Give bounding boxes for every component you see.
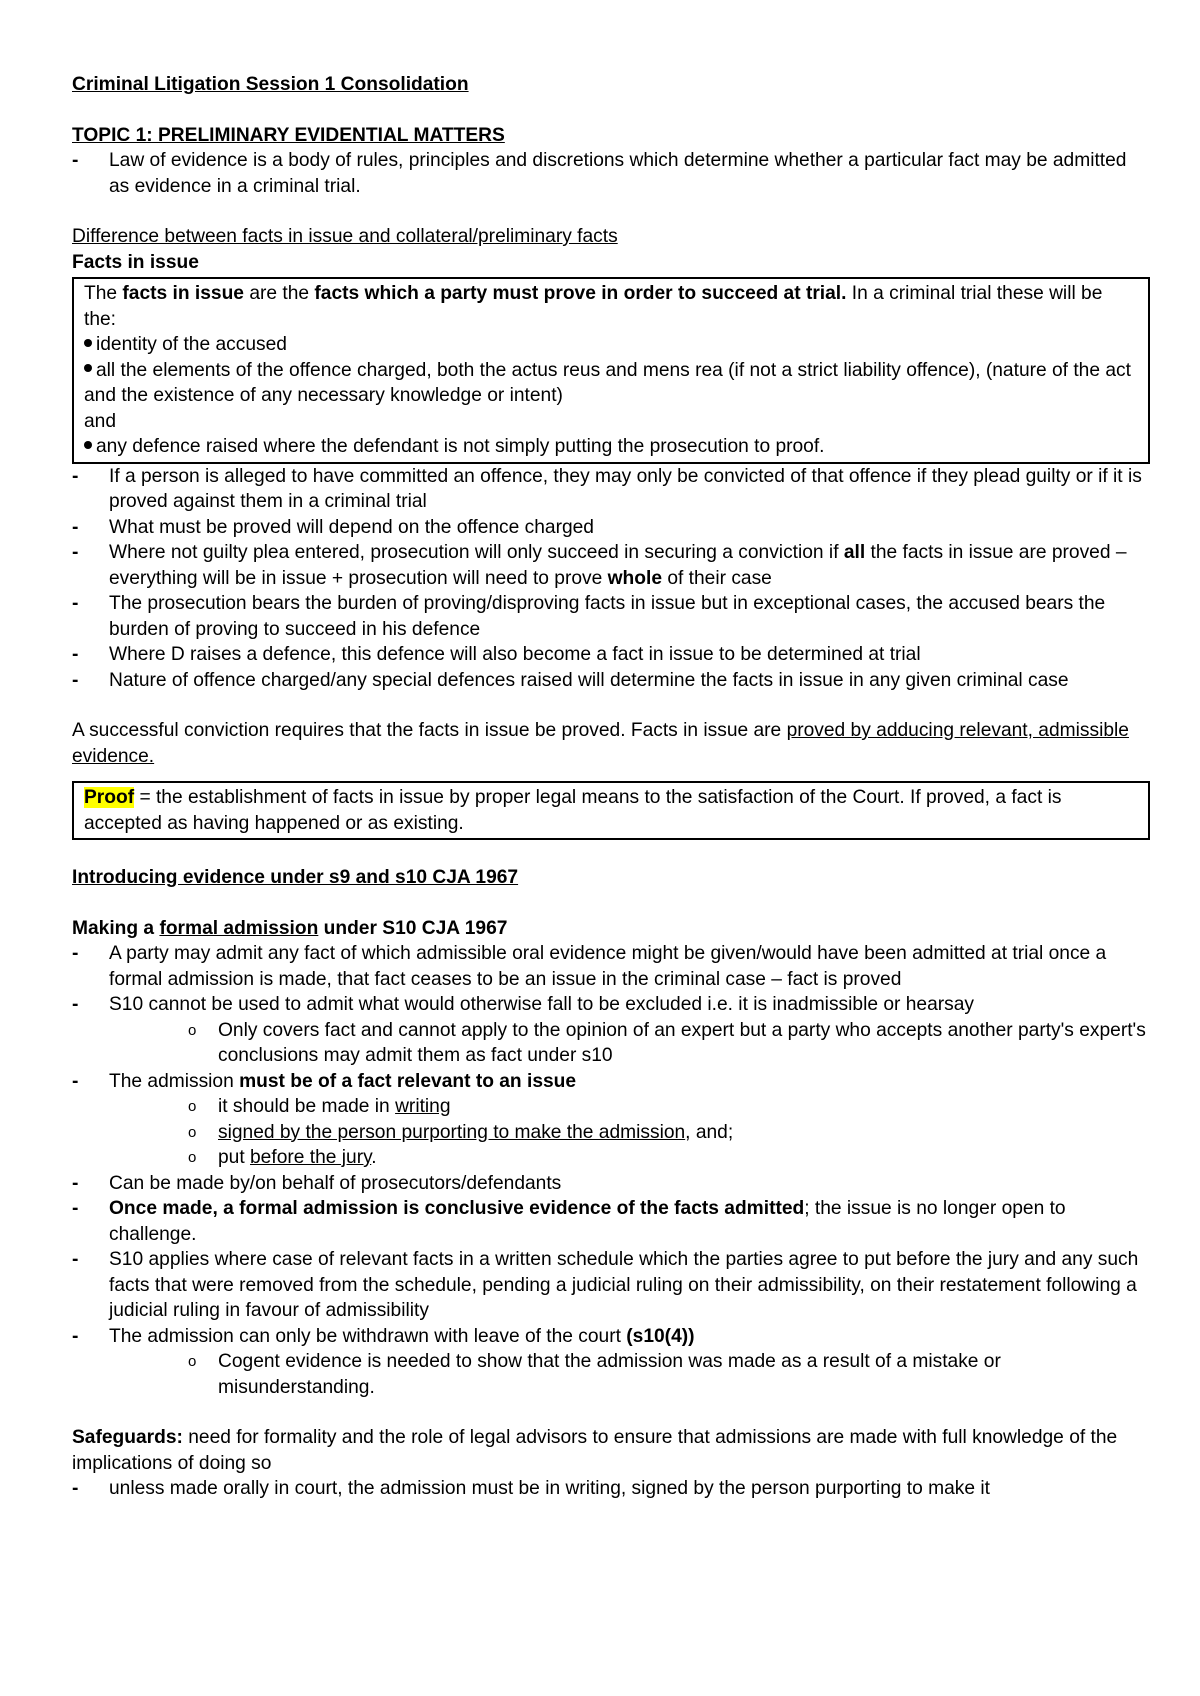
- text-run: A successful conviction requires that the facts in issue be proved. Facts in issue are: [72, 720, 787, 741]
- list-item: [72, 540, 1152, 591]
- text-run: Making a: [72, 917, 160, 939]
- text-run: of their case: [662, 567, 772, 589]
- list-item: - Where D raises a defence, this defence will also become a fact in issue to be determined at trial: [72, 642, 1152, 668]
- list-item: - The prosecution bears the burden of proving/disproving facts in issue but in exceptional cases, the accused bears the burden of proving to succeed in his defence: [72, 591, 1152, 642]
- facts-in-issue-box: [72, 277, 1150, 464]
- text-run: , and;: [685, 1121, 734, 1143]
- text-run: identity of the accused: [96, 334, 287, 355]
- sub-list-item: [72, 1094, 1152, 1120]
- text-run: it should be made in: [218, 1096, 396, 1117]
- conviction-paragraph: [72, 718, 1152, 769]
- list-item: [72, 148, 1152, 199]
- text-run: = the establishment of facts in issue by proper legal means to the satisfaction of the Court. If proved, a fact is accepted as having happened or as existing.: [84, 787, 1062, 834]
- safeguards-paragraph: [72, 1425, 1152, 1476]
- text-run: The: [84, 283, 123, 304]
- list-item: [72, 1324, 1152, 1350]
- text-run: signed by the person purporting to make the admission: [218, 1121, 686, 1143]
- text-run: facts in issue: [122, 283, 244, 304]
- text-run: need for formality and the role of legal advisors to ensure that admissions are made with full knowledge of the implications of doing so: [72, 1427, 1118, 1474]
- bullet-icon: [84, 339, 92, 347]
- subsection-heading: Facts in issue: [72, 251, 199, 273]
- sub-list-item: o Only covers fact and cannot apply to the opinion of an expert but a party who accepts another party's expert's conclusions may admit them as fact under s10: [72, 1018, 1152, 1069]
- text-run: .: [371, 1147, 377, 1168]
- bullet-icon: [84, 364, 92, 372]
- bullet-icon: [84, 441, 92, 449]
- subsection-heading: [72, 916, 1152, 942]
- text-run: In a criminal trial these will be the:: [84, 283, 1103, 330]
- text-run: The admission: [109, 1070, 240, 1092]
- text-run: any defence raised where the defendant is not simply putting the prosecution to proof.: [96, 436, 825, 457]
- text-run: Where not guilty plea entered, prosecution will only succeed in securing a conviction if: [109, 542, 844, 563]
- sub-list-item: [72, 1145, 1152, 1171]
- list-item: - Can be made by/on behalf of prosecutors/defendants: [72, 1171, 1152, 1197]
- text-run: Once made, a formal admission is conclusive evidence of the facts admitted: [109, 1198, 805, 1219]
- text-run: put: [218, 1147, 251, 1168]
- text-run: all: [843, 542, 866, 563]
- sub-list-item: [72, 1120, 1152, 1146]
- text-run: the facts in issue are proved – everything will be in issue + prosecution will need to prove: [109, 542, 1127, 589]
- section-heading: Introducing evidence under s9 and s10 CJA 1967: [72, 867, 519, 888]
- list-item-text: Law of evidence is a body of rules, principles and discretions which determine whether a particular fact may be admitted as evidence in a criminal trial.: [109, 150, 1127, 197]
- proof-definition: [84, 785, 1138, 836]
- list-item: - What must be proved will depend on the offence charged: [72, 515, 1152, 541]
- proof-definition-box: [72, 781, 1150, 840]
- text-run: under S10 CJA 1967: [318, 917, 508, 939]
- text-run: formal admission: [159, 917, 319, 939]
- text-run: proved by adducing relevant, admissible evidence.: [72, 720, 1129, 767]
- text-run: all the elements of the offence charged, both the actus reus and mens rea (if not a strict liability offence), (nature of the act and the existence of any necessary knowledge or intent): [84, 359, 1131, 406]
- box-intro: [84, 281, 1138, 332]
- list-item: [72, 1069, 1152, 1095]
- proof-term: Proof: [84, 787, 135, 808]
- box-bullet: [84, 358, 1138, 409]
- box-bullet: [84, 332, 1138, 358]
- list-item: - If a person is alleged to have committed an offence, they may only be convicted of that offence if they plead guilty or if it is proved against them in a criminal trial: [72, 464, 1152, 515]
- text-run: writing: [395, 1096, 451, 1117]
- list-item: - Nature of offence charged/any special defences raised will determine the facts in issue in any given criminal case: [72, 668, 1152, 694]
- text-run: (s10(4)): [626, 1325, 695, 1347]
- document-title: Criminal Litigation Session 1 Consolidation: [72, 74, 469, 95]
- box-bullet: [84, 434, 1138, 460]
- box-and: and: [84, 410, 117, 432]
- text-run: The admission can only be withdrawn with leave of the court: [109, 1325, 627, 1347]
- text-run: facts which a party must prove in order to succeed at trial.: [314, 283, 847, 304]
- text-run: must be of a fact relevant to an issue: [239, 1070, 577, 1092]
- list-item: - unless made orally in court, the admission must be in writing, signed by the person purporting to make it: [72, 1476, 1152, 1502]
- list-item: - S10 cannot be used to admit what would otherwise fall to be excluded i.e. it is inadmissible or hearsay: [72, 992, 1152, 1018]
- list-item: - A party may admit any fact of which admissible oral evidence might be given/would have been admitted at trial once a formal admission is made, that fact ceases to be an issue in the criminal case – fact is proved: [72, 941, 1152, 992]
- text-run: ; the issue is no longer open to challenge.: [109, 1198, 1066, 1245]
- text-run: before the jury: [250, 1147, 372, 1168]
- topic-heading: TOPIC 1: PRELIMINARY EVIDENTIAL MATTERS: [72, 124, 505, 146]
- sub-list-item: o Cogent evidence is needed to show that the admission was made as a result of a mistake or misunderstanding.: [72, 1349, 1152, 1400]
- text-run: whole: [607, 567, 662, 589]
- section-heading: Difference between facts in issue and collateral/preliminary facts: [72, 226, 618, 247]
- text-run: Safeguards:: [72, 1427, 183, 1448]
- list-item: - S10 applies where case of relevant facts in a written schedule which the parties agree to put before the jury and any such facts that were removed from the schedule, pending a judicial ruling on their admissibility, on their restatement following a judicial ruling in favour of admissibility: [72, 1247, 1152, 1324]
- text-run: are the: [243, 283, 315, 304]
- list-item: [72, 1196, 1152, 1247]
